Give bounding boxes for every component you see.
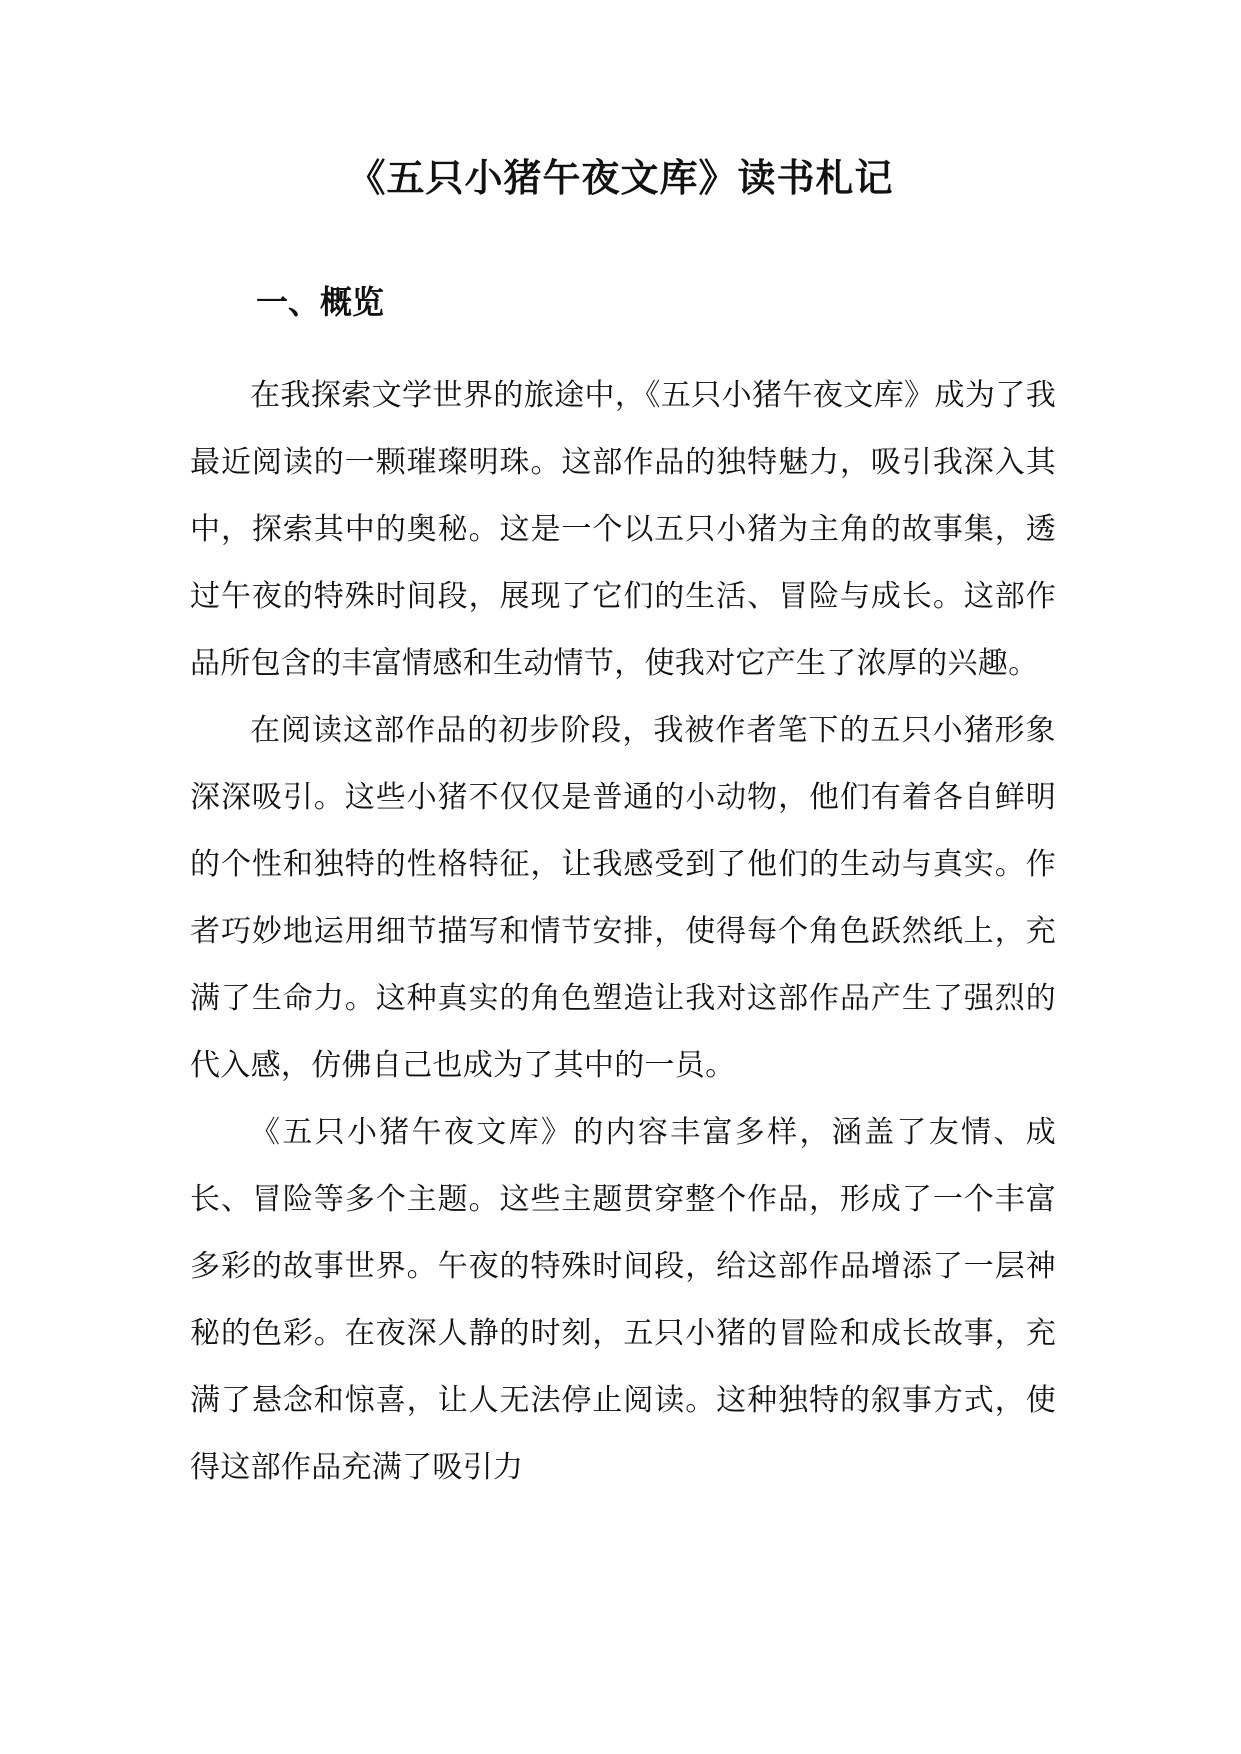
paragraph-2: 在阅读这部作品的初步阶段，我被作者笔下的五只小猪形象深深吸引。这些小猪不仅仅是普通的小动物，他们有着各自鲜明的个性和独特的性格特征，让我感受到了他们的生动与真实。作者巧妙地运用细节描写和情节安排，使得每个角色跃然纸上，充满了生命力。这种真实的角色塑造让我对这部作品产生了强烈的代入感，仿佛自己也成为了其中的一员。 <box>190 713 1056 1083</box>
paragraph-3: 《五只小猪午夜文库》的内容丰富多样，涵盖了友情、成长、冒险等多个主题。这些主题贯穿整个作品，形成了一个丰富多彩的故事世界。午夜的特殊时间段，给这部作品增添了一层神秘的色彩。在夜深人静的时刻，五只小猪的冒险和成长故事，充满了悬念和惊喜，让人无法停止阅读。这种独特的叙事方式，使得这部作品充满了吸引力 <box>190 1115 1056 1485</box>
section-heading-overview: 一、概览 <box>256 283 385 321</box>
paragraph-1: 在我探索文学世界的旅途中，《五只小猪午夜文库》成为了我最近阅读的一颗璀璨明珠。这部作品的独特魅力，吸引我深入其中，探索其中的奥秘。这是一个以五只小猪为主角的故事集，透过午夜的特殊时间段，展现了它们的生活、冒险与成长。这部作品所包含的丰富情感和生动情节，使我对它产生了浓厚的兴趣。 <box>190 378 1056 681</box>
section-body <box>190 362 1056 1501</box>
document-title: 《五只小猪午夜文库》读书札记 <box>347 155 894 200</box>
